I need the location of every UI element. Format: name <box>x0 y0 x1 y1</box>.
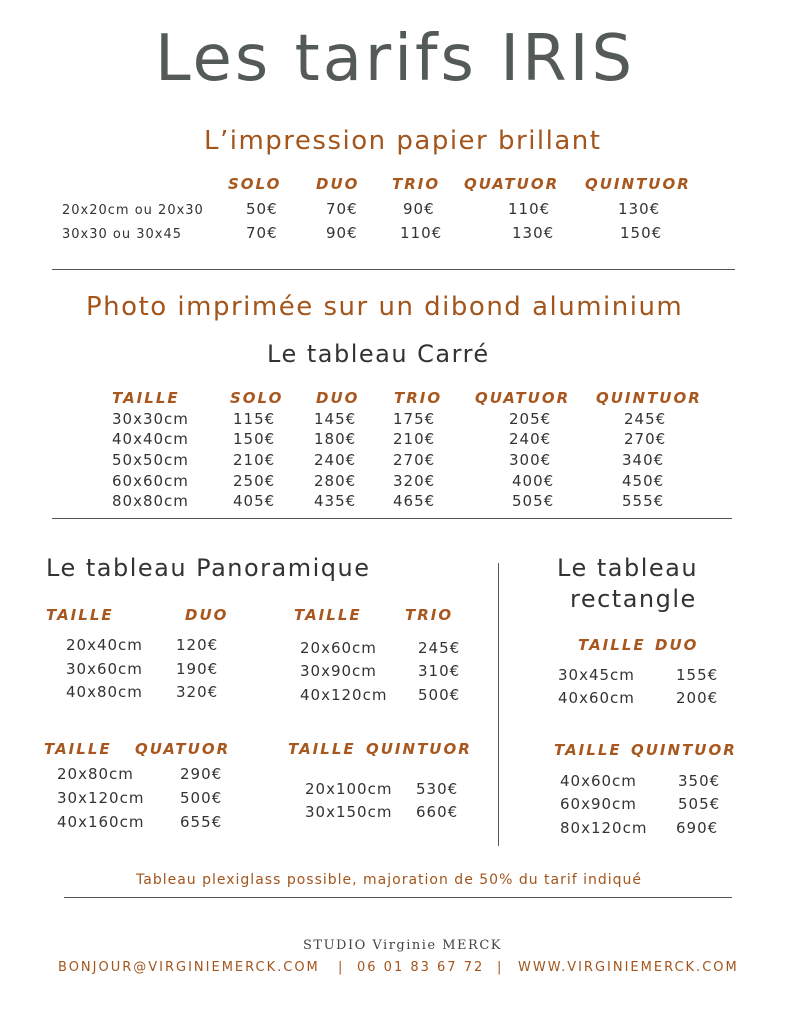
divider <box>52 518 732 519</box>
carre-header-duo: DUO <box>316 389 360 407</box>
carre-cell: 150€ <box>233 430 276 448</box>
studio-name: STUDIO Virginie MERCK <box>303 938 502 953</box>
papier-row2-quatuor: 130€ <box>512 224 555 242</box>
footer-separator: | <box>338 960 345 975</box>
pano-trio-header-trio: TRIO <box>405 606 454 624</box>
carre-cell: 210€ <box>233 451 276 469</box>
carre-cell: 450€ <box>622 472 665 490</box>
rect-duo-header-taille: TAILLE <box>578 636 646 654</box>
carre-cell: 465€ <box>393 492 436 510</box>
papier-row2-solo: 70€ <box>246 224 278 242</box>
dibond-section-title: Photo imprimée sur un dibond aluminium <box>86 292 684 322</box>
carre-cell: 40x40cm <box>112 430 189 448</box>
pano-duo-header-duo: DUO <box>185 606 229 624</box>
pano-quatuor-header-quatuor: QUATUOR <box>135 740 231 758</box>
papier-row2-size: 30x30 ou 30x45 <box>62 227 183 242</box>
pano-quintuor-header-quintuor: QUINTUOR <box>366 740 472 758</box>
carre-cell: 245€ <box>624 410 667 428</box>
carre-cell: 400€ <box>512 472 555 490</box>
carre-cell: 555€ <box>622 492 665 510</box>
papier-header-quintuor: QUINTUOR <box>585 175 691 193</box>
pano-cell: 40x80cm <box>66 683 143 701</box>
pano-quatuor-header-taille: TAILLE <box>44 740 112 758</box>
pano-cell: 30x120cm <box>57 789 145 807</box>
pano-cell: 20x40cm <box>66 636 143 654</box>
papier-section-title: L’impression papier brillant <box>204 126 602 156</box>
carre-cell: 280€ <box>314 472 357 490</box>
footer-phone[interactable]: 06 01 83 67 72 <box>357 960 485 975</box>
pano-cell: 120€ <box>176 636 219 654</box>
papier-row2-quintuor: 150€ <box>620 224 663 242</box>
divider <box>64 897 732 898</box>
pano-cell: 245€ <box>418 639 461 657</box>
rect-cell: 60x90cm <box>560 795 637 813</box>
carre-cell: 300€ <box>509 451 552 469</box>
carre-cell: 405€ <box>233 492 276 510</box>
carre-cell: 205€ <box>509 410 552 428</box>
carre-cell: 80x80cm <box>112 492 189 510</box>
pano-cell: 320€ <box>176 683 219 701</box>
pano-cell: 660€ <box>416 803 459 821</box>
rect-cell: 155€ <box>676 666 719 684</box>
papier-header-solo: SOLO <box>228 175 282 193</box>
rect-cell: 690€ <box>676 819 719 837</box>
page-title: Les tarifs IRIS <box>155 22 636 96</box>
papier-header-trio: TRIO <box>392 175 441 193</box>
pano-cell: 500€ <box>180 789 223 807</box>
papier-row2-duo: 90€ <box>326 224 358 242</box>
papier-header-duo: DUO <box>316 175 360 193</box>
pano-cell: 530€ <box>416 780 459 798</box>
divider <box>52 269 735 270</box>
rect-cell: 40x60cm <box>560 772 637 790</box>
papier-row1-quatuor: 110€ <box>508 200 551 218</box>
panoramique-title: Le tableau Panoramique <box>46 554 371 582</box>
carre-cell: 180€ <box>314 430 357 448</box>
rectangle-title-line1: Le tableau <box>557 554 699 582</box>
carre-cell: 340€ <box>622 451 665 469</box>
rect-quintuor-header-taille: TAILLE <box>554 741 622 759</box>
rectangle-title-line2: rectangle <box>570 585 697 613</box>
pano-cell: 500€ <box>418 686 461 704</box>
rect-cell: 200€ <box>676 689 719 707</box>
papier-row1-solo: 50€ <box>246 200 278 218</box>
pano-cell: 40x120cm <box>300 686 388 704</box>
pano-cell: 30x60cm <box>66 660 143 678</box>
papier-row1-duo: 70€ <box>326 200 358 218</box>
carre-cell: 240€ <box>509 430 552 448</box>
carre-cell: 250€ <box>233 472 276 490</box>
rect-cell: 505€ <box>678 795 721 813</box>
rect-cell: 80x120cm <box>560 819 648 837</box>
carre-header-quintuor: QUINTUOR <box>596 389 702 407</box>
papier-row1-trio: 90€ <box>403 200 435 218</box>
rect-cell: 40x60cm <box>558 689 635 707</box>
carre-header-solo: SOLO <box>230 389 284 407</box>
carre-title: Le tableau Carré <box>267 340 490 368</box>
carre-cell: 320€ <box>393 472 436 490</box>
pano-cell: 20x100cm <box>305 780 393 798</box>
papier-row1-quintuor: 130€ <box>618 200 661 218</box>
carre-cell: 115€ <box>233 410 276 428</box>
plexiglass-note: Tableau plexiglass possible, majoration de 50% du tarif indiqué <box>136 872 643 888</box>
pano-trio-header-taille: TAILLE <box>294 606 362 624</box>
carre-cell: 435€ <box>314 492 357 510</box>
pano-duo-header-taille: TAILLE <box>46 606 114 624</box>
pano-cell: 655€ <box>180 813 223 831</box>
carre-cell: 240€ <box>314 451 357 469</box>
pano-cell: 20x60cm <box>300 639 377 657</box>
pano-cell: 30x90cm <box>300 662 377 680</box>
rect-quintuor-header-quintuor: QUINTUOR <box>631 741 737 759</box>
carre-cell: 270€ <box>624 430 667 448</box>
pano-quintuor-header-taille: TAILLE <box>288 740 356 758</box>
papier-row1-size: 20x20cm ou 20x30 <box>62 203 204 218</box>
pano-cell: 40x160cm <box>57 813 145 831</box>
papier-row2-trio: 110€ <box>400 224 443 242</box>
pano-cell: 20x80cm <box>57 765 134 783</box>
carre-cell: 270€ <box>393 451 436 469</box>
carre-cell: 210€ <box>393 430 436 448</box>
carre-cell: 50x50cm <box>112 451 189 469</box>
footer-website[interactable]: WWW.VIRGINIEMERCK.COM <box>518 960 739 975</box>
pano-cell: 30x150cm <box>305 803 393 821</box>
carre-header-quatuor: QUATUOR <box>475 389 571 407</box>
rect-cell: 30x45cm <box>558 666 635 684</box>
rect-cell: 350€ <box>678 772 721 790</box>
pano-cell: 290€ <box>180 765 223 783</box>
carre-cell: 505€ <box>512 492 555 510</box>
carre-header-taille: TAILLE <box>112 389 180 407</box>
carre-cell: 175€ <box>393 410 436 428</box>
carre-header-trio: TRIO <box>394 389 443 407</box>
carre-cell: 30x30cm <box>112 410 189 428</box>
carre-cell: 60x60cm <box>112 472 189 490</box>
papier-header-quatuor: QUATUOR <box>464 175 560 193</box>
footer-separator: | <box>497 960 504 975</box>
vertical-divider <box>498 563 499 846</box>
pano-cell: 310€ <box>418 662 461 680</box>
pano-cell: 190€ <box>176 660 219 678</box>
footer-email[interactable]: BONJOUR@VIRGINIEMERCK.COM <box>58 960 320 975</box>
rect-duo-header-duo: DUO <box>655 636 699 654</box>
carre-cell: 145€ <box>314 410 357 428</box>
